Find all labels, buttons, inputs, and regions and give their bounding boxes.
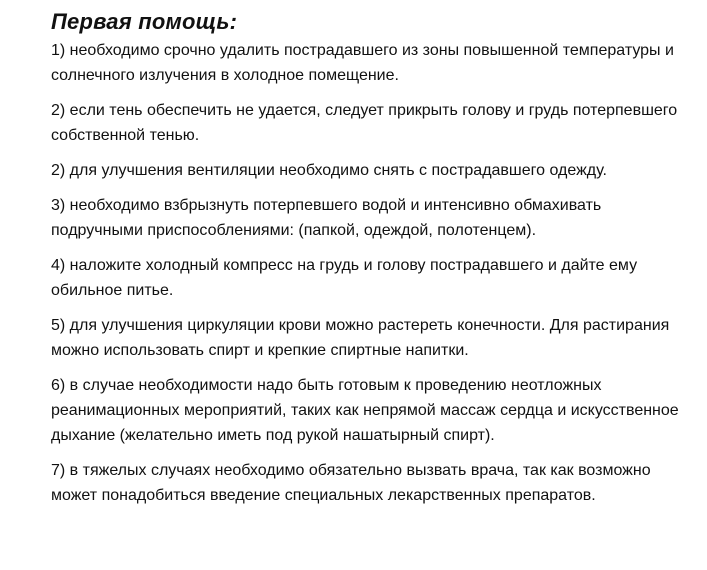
page-title: Первая помощь: bbox=[51, 9, 238, 34]
document bbox=[51, 6, 691, 518]
list-item: 7) в тяжелых случаях необходимо обязательно вызвать врача, так как возможно может понадобиться введение специальных лекарственных препаратов. bbox=[51, 462, 651, 504]
list-item: 3) необходимо взбрызнуть потерпевшего водой и интенсивно обмахивать подручными приспособлениями: (папкой, одеждой, полотенцем). bbox=[51, 197, 602, 239]
list-item: 1) необходимо срочно удалить пострадавшего из зоны повышенной температуры и солнечного излучения в холодное помещение. bbox=[51, 42, 674, 84]
list-item: 2) для улучшения вентиляции необходимо снять с пострадавшего одежду. bbox=[51, 162, 607, 179]
list-item: 2) если тень обеспечить не удается, следует прикрыть голову и грудь потерпевшего собственной тенью. bbox=[51, 102, 678, 144]
list-item: 4) наложите холодный компресс на грудь и голову пострадавшего и дайте ему обильное питье. bbox=[51, 257, 638, 299]
list-item: 6) в случае необходимости надо быть готовым к проведению неотложных реанимационных мероприятий, таких как непрямой массаж сердца и искусственное дыхание (желательно иметь под рукой нашатырный спирт). bbox=[51, 377, 679, 444]
instruction-list bbox=[51, 38, 691, 508]
list-item: 5) для улучшения циркуляции крови можно растереть конечности. Для растирания можно использовать спирт и крепкие спиртные напитки. bbox=[51, 317, 670, 359]
